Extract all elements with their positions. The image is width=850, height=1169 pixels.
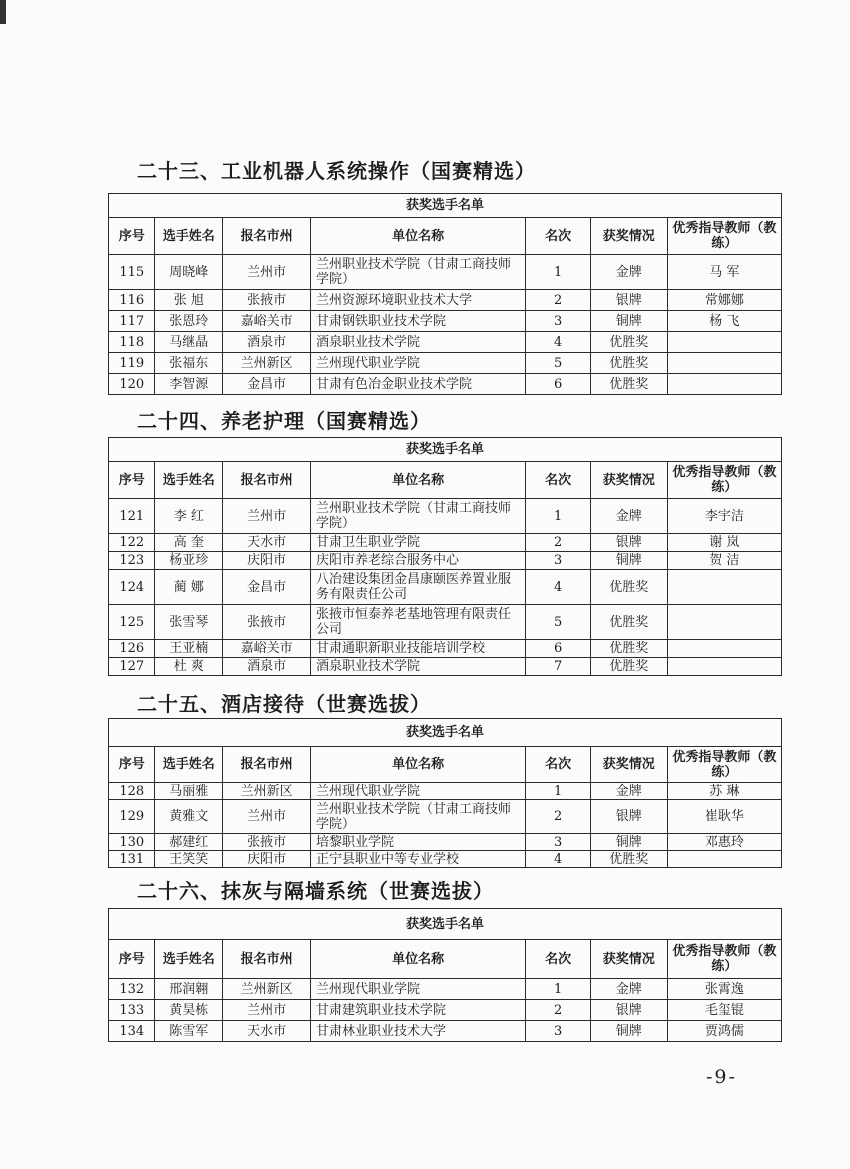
column-header-city: 报名市州 xyxy=(223,747,311,783)
section-title: 二十四、养老护理（国赛精选） xyxy=(137,409,431,433)
cell-city: 兰州新区 xyxy=(223,979,311,1000)
cell-rank: 1 xyxy=(526,499,591,534)
cell-index: 131 xyxy=(109,851,155,868)
column-header-city: 报名市州 xyxy=(223,218,311,255)
cell-coach xyxy=(667,658,781,676)
column-header-coach: 优秀指导教师（教练） xyxy=(667,462,781,499)
cell-coach: 张霄逸 xyxy=(667,979,781,1000)
cell-rank: 2 xyxy=(526,290,591,311)
cell-index: 121 xyxy=(109,499,155,534)
column-header-name: 选手姓名 xyxy=(155,218,223,255)
cell-award: 优胜奖 xyxy=(590,374,667,395)
column-header-name: 选手姓名 xyxy=(155,747,223,783)
cell-rank: 2 xyxy=(526,534,591,552)
cell-city: 嘉峪关市 xyxy=(223,640,311,658)
cell-index: 120 xyxy=(109,374,155,395)
page-number: -9- xyxy=(706,1066,737,1088)
cell-index: 127 xyxy=(109,658,155,676)
section-title: 二十三、工业机器人系统操作（国赛精选） xyxy=(137,159,536,183)
column-header-city: 报名市州 xyxy=(223,462,311,499)
cell-coach xyxy=(667,851,781,868)
table-row xyxy=(109,1000,782,1021)
table-caption-row xyxy=(109,909,782,940)
cell-unit: 兰州职业技术学院（甘肃工商技师学院） xyxy=(311,800,526,834)
table-header-row xyxy=(109,940,782,979)
cell-city: 天水市 xyxy=(223,1021,311,1042)
cell-coach: 谢 岚 xyxy=(667,534,781,552)
cell-coach: 崔耿华 xyxy=(667,800,781,834)
cell-award: 优胜奖 xyxy=(590,658,667,676)
cell-rank: 3 xyxy=(526,311,591,332)
cell-award: 银牌 xyxy=(590,800,667,834)
cell-city: 张掖市 xyxy=(223,834,311,851)
table-row xyxy=(109,290,782,311)
cell-award: 优胜奖 xyxy=(590,851,667,868)
table-row xyxy=(109,552,782,570)
column-header-rank: 名次 xyxy=(526,218,591,255)
table-row xyxy=(109,800,782,834)
cell-coach xyxy=(667,332,781,353)
cell-coach: 邓惠玲 xyxy=(667,834,781,851)
cell-index: 122 xyxy=(109,534,155,552)
cell-rank: 2 xyxy=(526,1000,591,1021)
cell-unit: 兰州现代职业学院 xyxy=(311,353,526,374)
cell-award: 优胜奖 xyxy=(590,353,667,374)
cell-coach xyxy=(667,640,781,658)
table-caption-row xyxy=(109,194,782,218)
cell-name: 王亚楠 xyxy=(155,640,223,658)
cell-name: 马继晶 xyxy=(155,332,223,353)
cell-unit: 庆阳市养老综合服务中心 xyxy=(311,552,526,570)
cell-city: 兰州新区 xyxy=(223,353,311,374)
cell-index: 130 xyxy=(109,834,155,851)
cell-city: 兰州市 xyxy=(223,255,311,290)
cell-city: 嘉峪关市 xyxy=(223,311,311,332)
cell-unit: 八冶建设集团金昌康颐医养置业服务有限责任公司 xyxy=(311,570,526,605)
table-caption: 获奖选手名单 xyxy=(109,194,782,218)
cell-index: 129 xyxy=(109,800,155,834)
table-row xyxy=(109,979,782,1000)
table-row xyxy=(109,605,782,640)
award-table xyxy=(108,718,782,868)
column-header-city: 报名市州 xyxy=(223,940,311,979)
cell-name: 陈雪军 xyxy=(155,1021,223,1042)
cell-rank: 4 xyxy=(526,332,591,353)
cell-city: 张掖市 xyxy=(223,290,311,311)
cell-city: 兰州新区 xyxy=(223,783,311,800)
cell-rank: 3 xyxy=(526,552,591,570)
cell-rank: 3 xyxy=(526,834,591,851)
table-row xyxy=(109,570,782,605)
column-header-index: 序号 xyxy=(109,747,155,783)
cell-rank: 1 xyxy=(526,979,591,1000)
table-caption: 获奖选手名单 xyxy=(109,438,782,462)
cell-unit: 兰州职业技术学院（甘肃工商技师学院） xyxy=(311,255,526,290)
cell-award: 金牌 xyxy=(590,255,667,290)
column-header-unit: 单位名称 xyxy=(311,218,526,255)
table-row xyxy=(109,353,782,374)
cell-coach: 贺 洁 xyxy=(667,552,781,570)
cell-coach xyxy=(667,570,781,605)
table-caption: 获奖选手名单 xyxy=(109,909,782,940)
cell-rank: 7 xyxy=(526,658,591,676)
column-header-unit: 单位名称 xyxy=(311,747,526,783)
cell-name: 黄雅文 xyxy=(155,800,223,834)
cell-coach: 马 军 xyxy=(667,255,781,290)
cell-unit: 甘肃有色冶金职业技术学院 xyxy=(311,374,526,395)
table-row xyxy=(109,640,782,658)
column-header-coach: 优秀指导教师（教练） xyxy=(667,940,781,979)
cell-city: 兰州市 xyxy=(223,1000,311,1021)
cell-rank: 3 xyxy=(526,1021,591,1042)
cell-unit: 甘肃通职新职业技能培训学校 xyxy=(311,640,526,658)
table-row xyxy=(109,658,782,676)
cell-name: 黄昊栋 xyxy=(155,1000,223,1021)
cell-coach: 苏 琳 xyxy=(667,783,781,800)
table-caption: 获奖选手名单 xyxy=(109,719,782,747)
cell-index: 116 xyxy=(109,290,155,311)
cell-rank: 1 xyxy=(526,255,591,290)
cell-unit: 酒泉职业技术学院 xyxy=(311,332,526,353)
cell-city: 庆阳市 xyxy=(223,851,311,868)
cell-coach: 杨 飞 xyxy=(667,311,781,332)
cell-rank: 5 xyxy=(526,353,591,374)
cell-unit: 正宁县职业中等专业学校 xyxy=(311,851,526,868)
cell-award: 优胜奖 xyxy=(590,605,667,640)
award-table xyxy=(108,437,782,676)
cell-award: 铜牌 xyxy=(590,1021,667,1042)
column-header-index: 序号 xyxy=(109,462,155,499)
cell-name: 李 红 xyxy=(155,499,223,534)
cell-unit: 兰州现代职业学院 xyxy=(311,979,526,1000)
cell-rank: 5 xyxy=(526,605,591,640)
cell-name: 杜 爽 xyxy=(155,658,223,676)
cell-city: 金昌市 xyxy=(223,374,311,395)
cell-rank: 4 xyxy=(526,570,591,605)
cell-award: 银牌 xyxy=(590,534,667,552)
column-header-award: 获奖情况 xyxy=(590,747,667,783)
column-header-award: 获奖情况 xyxy=(590,462,667,499)
column-header-rank: 名次 xyxy=(526,747,591,783)
cell-award: 铜牌 xyxy=(590,311,667,332)
cell-name: 张恩玲 xyxy=(155,311,223,332)
column-header-index: 序号 xyxy=(109,218,155,255)
cell-name: 李智源 xyxy=(155,374,223,395)
cell-unit: 张掖市恒泰养老基地管理有限责任公司 xyxy=(311,605,526,640)
cell-city: 兰州市 xyxy=(223,499,311,534)
cell-award: 金牌 xyxy=(590,979,667,1000)
cell-unit: 甘肃林业职业技术大学 xyxy=(311,1021,526,1042)
cell-index: 126 xyxy=(109,640,155,658)
cell-coach: 常娜娜 xyxy=(667,290,781,311)
column-header-rank: 名次 xyxy=(526,940,591,979)
cell-name: 王笑笑 xyxy=(155,851,223,868)
cell-name: 张福东 xyxy=(155,353,223,374)
column-header-coach: 优秀指导教师（教练） xyxy=(667,218,781,255)
column-header-index: 序号 xyxy=(109,940,155,979)
cell-award: 优胜奖 xyxy=(590,570,667,605)
cell-name: 马丽雅 xyxy=(155,783,223,800)
cell-rank: 2 xyxy=(526,800,591,834)
cell-index: 132 xyxy=(109,979,155,1000)
table-row xyxy=(109,255,782,290)
column-header-award: 获奖情况 xyxy=(590,940,667,979)
cell-name: 蔺 娜 xyxy=(155,570,223,605)
cell-unit: 兰州资源环境职业技术大学 xyxy=(311,290,526,311)
cell-unit: 甘肃卫生职业学院 xyxy=(311,534,526,552)
cell-index: 125 xyxy=(109,605,155,640)
table-row xyxy=(109,374,782,395)
table-header-row xyxy=(109,747,782,783)
cell-index: 134 xyxy=(109,1021,155,1042)
table-row xyxy=(109,783,782,800)
cell-coach: 毛玺锟 xyxy=(667,1000,781,1021)
award-table xyxy=(108,908,782,1042)
cell-city: 金昌市 xyxy=(223,570,311,605)
table-caption-row xyxy=(109,719,782,747)
cell-name: 张雪琴 xyxy=(155,605,223,640)
cell-coach xyxy=(667,353,781,374)
cell-rank: 6 xyxy=(526,374,591,395)
cell-award: 铜牌 xyxy=(590,834,667,851)
cell-name: 周晓峰 xyxy=(155,255,223,290)
cell-unit: 甘肃建筑职业技术学院 xyxy=(311,1000,526,1021)
cell-award: 金牌 xyxy=(590,783,667,800)
cell-coach xyxy=(667,605,781,640)
cell-name: 张 旭 xyxy=(155,290,223,311)
cell-index: 133 xyxy=(109,1000,155,1021)
cell-award: 金牌 xyxy=(590,499,667,534)
cell-unit: 甘肃钢铁职业技术学院 xyxy=(311,311,526,332)
cell-coach: 李宇洁 xyxy=(667,499,781,534)
table-row xyxy=(109,311,782,332)
column-header-unit: 单位名称 xyxy=(311,462,526,499)
cell-city: 张掖市 xyxy=(223,605,311,640)
table-header-row xyxy=(109,218,782,255)
table-row xyxy=(109,1021,782,1042)
column-header-award: 获奖情况 xyxy=(590,218,667,255)
scan-edge-mark xyxy=(0,0,6,24)
cell-name: 邢润翱 xyxy=(155,979,223,1000)
cell-city: 兰州市 xyxy=(223,800,311,834)
cell-index: 118 xyxy=(109,332,155,353)
table-row xyxy=(109,499,782,534)
cell-index: 115 xyxy=(109,255,155,290)
cell-unit: 兰州职业技术学院（甘肃工商技师学院） xyxy=(311,499,526,534)
table-row xyxy=(109,851,782,868)
column-header-unit: 单位名称 xyxy=(311,940,526,979)
cell-index: 124 xyxy=(109,570,155,605)
cell-city: 天水市 xyxy=(223,534,311,552)
column-header-name: 选手姓名 xyxy=(155,940,223,979)
table-caption-row xyxy=(109,438,782,462)
section-title: 二十五、酒店接待（世赛选拔） xyxy=(137,692,431,716)
cell-unit: 兰州现代职业学院 xyxy=(311,783,526,800)
cell-award: 铜牌 xyxy=(590,552,667,570)
cell-name: 杨亚珍 xyxy=(155,552,223,570)
cell-award: 银牌 xyxy=(590,290,667,311)
column-header-coach: 优秀指导教师（教练） xyxy=(667,747,781,783)
cell-city: 酒泉市 xyxy=(223,658,311,676)
column-header-name: 选手姓名 xyxy=(155,462,223,499)
cell-city: 酒泉市 xyxy=(223,332,311,353)
cell-award: 优胜奖 xyxy=(590,332,667,353)
cell-index: 119 xyxy=(109,353,155,374)
cell-rank: 1 xyxy=(526,783,591,800)
cell-name: 郝建红 xyxy=(155,834,223,851)
cell-index: 117 xyxy=(109,311,155,332)
cell-award: 银牌 xyxy=(590,1000,667,1021)
cell-rank: 4 xyxy=(526,851,591,868)
cell-coach: 贾鸿儒 xyxy=(667,1021,781,1042)
cell-award: 优胜奖 xyxy=(590,640,667,658)
cell-name: 高 奎 xyxy=(155,534,223,552)
cell-index: 123 xyxy=(109,552,155,570)
cell-index: 128 xyxy=(109,783,155,800)
cell-rank: 6 xyxy=(526,640,591,658)
cell-coach xyxy=(667,374,781,395)
cell-city: 庆阳市 xyxy=(223,552,311,570)
table-header-row xyxy=(109,462,782,499)
column-header-rank: 名次 xyxy=(526,462,591,499)
section-title: 二十六、抹灰与隔墙系统（世赛选拔） xyxy=(137,879,494,903)
cell-unit: 酒泉职业技术学院 xyxy=(311,658,526,676)
award-table xyxy=(108,193,782,395)
table-row xyxy=(109,834,782,851)
table-row xyxy=(109,534,782,552)
cell-unit: 培黎职业学院 xyxy=(311,834,526,851)
table-row xyxy=(109,332,782,353)
